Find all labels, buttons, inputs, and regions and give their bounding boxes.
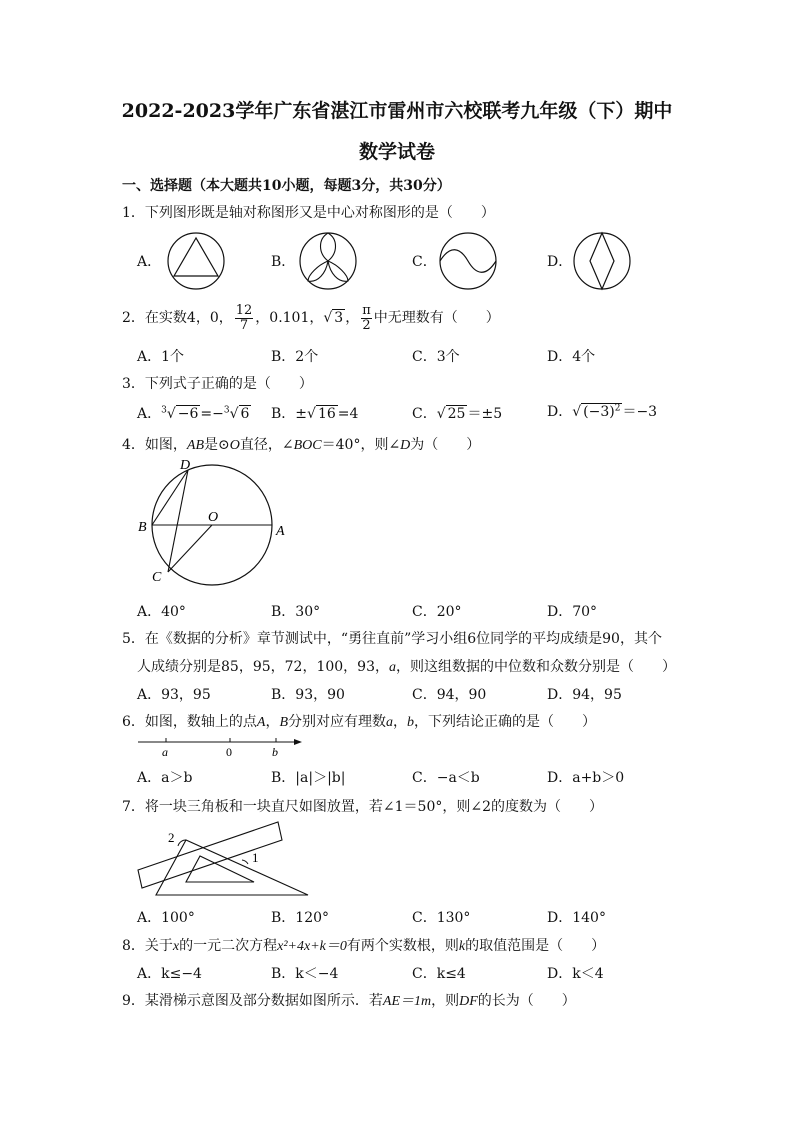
q5-option-a: A．93，95 <box>137 687 211 703</box>
question-8-stem <box>122 935 605 955</box>
q8-var-k: k <box>458 939 466 954</box>
q5-line2-pre: 人成绩分别是85，95，72，100，93， <box>137 659 389 675</box>
q4-stem-pre: 4．如图， <box>122 437 187 453</box>
q3-c-arg: 25 <box>447 406 466 422</box>
q2-frac1-denominator: 7 <box>239 317 249 333</box>
q3-c-label: C． <box>412 406 437 422</box>
q2-mid: ，0.101， <box>255 310 324 326</box>
q6-stem-mid: 分别对应有理数 <box>288 714 387 730</box>
q7-ruler <box>138 822 282 888</box>
question-4-stem <box>122 434 480 454</box>
q2-frac2-denominator: 2 <box>362 317 371 333</box>
q7-option-c: C．130° <box>412 910 471 926</box>
q2-frac1-numerator: 12 <box>235 302 253 318</box>
q6-option-b: B．|a|＞|b| <box>271 770 346 786</box>
q8-option-a: A．k≤−4 <box>137 966 202 982</box>
q4-option-b: B．30° <box>271 604 321 620</box>
q3-a-label: A． <box>137 406 162 422</box>
q3-b-equals: =4 <box>337 406 359 422</box>
q1-option-b-label: B． <box>271 254 296 270</box>
q3-d-arg: (−3) <box>583 404 615 420</box>
q6-sep1: ， <box>265 714 280 730</box>
q6-number-line <box>136 734 306 760</box>
q5-line2-post: ，则这组数据的中位数和众数分别是（ ） <box>395 659 676 675</box>
q6-stem-pre: 6．如图，数轴上的点 <box>122 714 257 730</box>
q5-option-b: B．93，90 <box>271 687 345 703</box>
q8-var-x: x <box>172 939 180 954</box>
q2-option-a: A．1个 <box>137 349 185 365</box>
q4-ab: AB <box>186 438 205 453</box>
q2-option-d: D．4个 <box>547 349 596 365</box>
q5-var-a: a <box>388 660 396 675</box>
q4-label-d: D <box>180 458 191 473</box>
q9-df: DF <box>459 994 478 1009</box>
q6-option-c: C．−a＜b <box>412 770 480 786</box>
q4-radius-oc <box>168 525 212 572</box>
q6-option-d: D．a+b＞0 <box>547 770 625 786</box>
q4-circle-figure <box>130 455 300 590</box>
question-5-line1: 5．在《数据的分析》章节测试中，“勇往直前”学习小组6位同学的平均成绩是90，其个 <box>122 631 662 647</box>
q8-stem-end: 的取值范围是（ ） <box>465 938 606 954</box>
q8-stem-mid2: 有两个实数根，则 <box>346 938 459 954</box>
q4-label-o: O <box>208 510 219 525</box>
q3-b-plusminus: ± <box>295 406 308 422</box>
q4-option-d: D．70° <box>547 604 598 620</box>
q3-d-radicand <box>581 403 622 420</box>
q7-triangle-outer <box>156 840 308 895</box>
q6-axis-arrow <box>294 739 302 745</box>
q1-option-a-label: A． <box>137 254 162 270</box>
q4-stem-mid3: ＝40°，则∠ <box>321 437 401 453</box>
q3-d-label: D． <box>547 404 573 420</box>
q4-label-b: B <box>138 520 147 535</box>
q6-sep2: ， <box>393 714 408 730</box>
paper-title-line1: 2022-2023学年广东省湛江市雷州市六校联考九年级（下）期中 <box>121 100 673 122</box>
q9-stem-pre: 9．某滑梯示意图及部分数据如图所示．若 <box>122 993 383 1009</box>
q2-suffix: 中无理数有（ ） <box>373 310 500 326</box>
q3-b-label: B． <box>271 406 296 422</box>
q6-label-a: a <box>162 745 168 759</box>
q4-stem-mid1: 是⊙ <box>204 437 230 453</box>
section-heading: 一、选择题（本大题共10小题，每题3分，共30分） <box>122 178 451 194</box>
q4-stem-end: 为（ ） <box>410 437 481 453</box>
q3-d-exponent: 2 <box>614 403 621 414</box>
q3-b-arg: 16 <box>317 406 336 422</box>
q3-d-equals: ＝−3 <box>622 404 658 420</box>
q4-stem-mid2: 直径，∠ <box>239 437 294 453</box>
q5-option-c: C．94，90 <box>412 687 487 703</box>
q8-option-c: C．k≤4 <box>412 966 466 982</box>
question-1-stem: 1．下列图形既是轴对称图形又是中心对称图形的是（ ） <box>122 205 495 221</box>
q8-option-d: D．k＜4 <box>547 966 604 982</box>
q3-option-a: A．$^3$√ −6 =−$^3$√ 6 <box>137 405 250 422</box>
q2-option-b: B．2个 <box>271 349 319 365</box>
q1-option-c-label: C． <box>412 254 437 270</box>
q7-option-b: B．120° <box>271 910 330 926</box>
q4-d: D <box>400 438 411 453</box>
q4-boc: BOC <box>293 438 322 453</box>
q2-sqrt-arg: 3 <box>334 310 344 326</box>
q2-fraction-12-7 <box>235 304 254 333</box>
q9-stem-mid: ，则 <box>431 993 460 1009</box>
question-6-stem <box>122 711 596 731</box>
q8-equation: x²+4x+k＝0 <box>277 939 347 954</box>
q1-figure-a <box>166 231 226 291</box>
q1-figure-d <box>572 231 632 291</box>
q8-stem-mid: 的一元二次方程 <box>179 938 278 954</box>
q7-option-d: D．140° <box>547 910 606 926</box>
q3-a-equals: =− <box>200 406 224 422</box>
q3-option-b: B．±√ 16 =4 <box>271 406 359 422</box>
q6-point-b: B <box>279 715 289 730</box>
q9-stem-end: 的长为（ ） <box>477 993 576 1009</box>
q3-a-arg-2: 6 <box>240 406 250 422</box>
q6-point-a: A <box>256 715 266 730</box>
q5-option-d: D．94，95 <box>547 687 622 703</box>
q2-frac2-numerator: π <box>362 302 371 318</box>
q6-var-a: a <box>386 715 394 730</box>
paper-title-line2: 数学试卷 <box>358 141 435 163</box>
q8-stem-pre: 8．关于 <box>122 938 173 954</box>
q3-c-equals: ＝±5 <box>467 406 503 422</box>
question-2-stem <box>122 300 500 336</box>
q6-label-b: b <box>272 745 278 759</box>
q8-option-b: B．k＜−4 <box>271 966 339 982</box>
q6-stem-end: ，下列结论正确的是（ ） <box>414 714 597 730</box>
question-5-line2 <box>137 656 676 676</box>
q2-fraction-pi-2 <box>361 304 372 333</box>
q4-label-a: A <box>276 524 285 539</box>
q7-label-angle-1: 1 <box>252 850 259 865</box>
q2-prefix: 2．在实数4，0， <box>122 310 233 326</box>
q2-option-c: C．3个 <box>412 349 460 365</box>
q9-ae: AE＝1m <box>382 994 432 1009</box>
q4-option-c: C．20° <box>412 604 462 620</box>
q2-sqrt-symbol: √ <box>323 310 333 326</box>
q3-option-c: C．√ 25 ＝±5 <box>412 406 503 422</box>
question-7-stem: 7．将一块三角板和一块直尺如图放置，若∠1＝50°，则∠2的度数为（ ） <box>122 799 603 815</box>
q2-comma: ， <box>345 310 360 326</box>
q7-ruler-triangle-figure <box>130 818 320 902</box>
q6-option-a: A．a＞b <box>137 770 193 786</box>
q6-var-b: b <box>407 715 415 730</box>
q3-a-arg-1: −6 <box>177 406 199 422</box>
q3-a-root-index-1: 3 <box>161 405 167 416</box>
q7-option-a: A．100° <box>137 910 195 926</box>
question-9-stem <box>122 990 576 1010</box>
q3-a-root-index-2: 3 <box>223 405 230 416</box>
question-3-stem: 3．下列式子正确的是（ ） <box>122 376 313 392</box>
q1-option-d-label: D． <box>547 254 573 270</box>
q3-option-d: D．√ $(-3)^2 =-3$ <box>547 403 658 420</box>
q1-figure-c <box>438 231 498 291</box>
q4-o: O <box>229 438 240 453</box>
q7-label-angle-2: 2 <box>168 830 175 845</box>
q4-label-c: C <box>152 570 162 585</box>
q1-figure-b <box>298 231 358 291</box>
q4-option-a: A．40° <box>137 604 186 620</box>
q6-label-zero: 0 <box>226 745 232 759</box>
q7-angle-1-arc <box>242 860 248 864</box>
